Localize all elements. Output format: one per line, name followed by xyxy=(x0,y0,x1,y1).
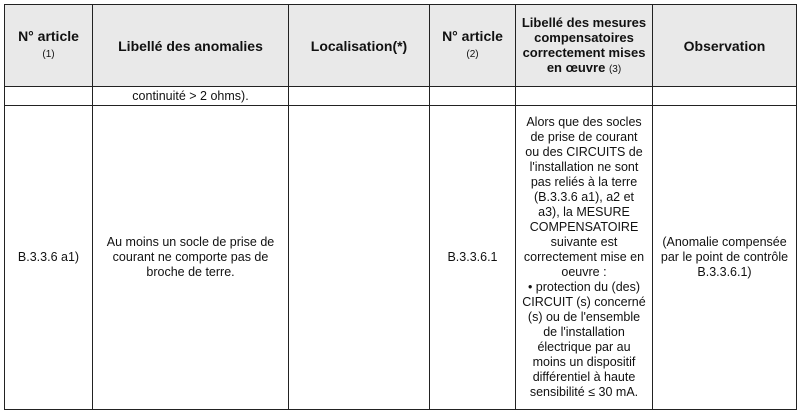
anomalies-table xyxy=(4,4,797,410)
table-row-continuation xyxy=(5,87,797,106)
cell-article-1: B.3.3.6 a1) xyxy=(5,106,93,410)
measure-line: de prise de courant xyxy=(530,130,638,144)
cell-measure xyxy=(516,106,653,410)
cell-anomaly: Au moins un socle de prise de courant ne comporte pas de broche de terre. xyxy=(93,106,289,410)
header-article-1-note: (1) xyxy=(42,49,55,60)
header-article-2-label: N° article xyxy=(442,28,503,44)
anomalies-table-container xyxy=(4,4,796,410)
measure-line: pas reliés à la terre xyxy=(530,175,638,189)
cell-localisation xyxy=(289,87,430,106)
table-row xyxy=(5,106,797,410)
measure-line: • protection du (des) xyxy=(527,280,641,294)
table-header-row xyxy=(5,5,797,87)
cell-localisation xyxy=(289,106,430,410)
header-article-1 xyxy=(5,5,93,87)
header-article-1-label: N° article xyxy=(18,28,79,44)
cell-article-2 xyxy=(430,87,516,106)
measure-line: électrique par au xyxy=(537,340,631,354)
cell-measure xyxy=(516,87,653,106)
header-localisation: Localisation(*) xyxy=(289,5,430,87)
measure-line: ou des CIRCUITS de xyxy=(525,145,643,159)
measure-line: (s) ou de l'ensemble xyxy=(527,310,641,324)
measure-line: correctement mise en xyxy=(523,250,645,264)
header-measures-line: correctement mises xyxy=(522,44,646,60)
measure-line: l'installation ne sont xyxy=(529,160,639,174)
header-observation: Observation xyxy=(653,5,797,87)
measure-line: sensibilité ≤ 30 mA. xyxy=(529,385,639,399)
measure-line: (B.3.3.6 a1), a2 et xyxy=(533,190,635,204)
measure-line: suivante est xyxy=(550,235,618,249)
header-article-2-note: (2) xyxy=(466,49,479,60)
cell-article-1 xyxy=(5,87,93,106)
header-measures-line: compensatoires xyxy=(534,29,634,45)
cell-observation xyxy=(653,87,797,106)
measure-line: CIRCUIT (s) concerné xyxy=(522,295,646,309)
measure-line: moins un dispositif xyxy=(532,355,636,369)
measure-line: de l'installation xyxy=(543,325,625,339)
measure-line: différentiel à haute xyxy=(532,370,636,384)
cell-observation: (Anomalie compensée par le point de contrôle B.3.3.6.1) xyxy=(653,106,797,410)
measure-line: COMPENSATOIRE xyxy=(529,220,639,234)
cell-article-2: B.3.3.6.1 xyxy=(430,106,516,410)
header-article-2 xyxy=(430,5,516,87)
header-measures xyxy=(516,5,653,87)
header-measures-last: en œuvre xyxy=(546,59,606,75)
header-anomalies: Libellé des anomalies xyxy=(93,5,289,87)
header-measures-note: (3) xyxy=(608,63,622,75)
measure-line: a3), la MESURE xyxy=(538,205,630,219)
measure-line: oeuvre : xyxy=(561,265,607,279)
header-measures-line-last xyxy=(516,60,652,77)
cell-anomaly: continuité > 2 ohms). xyxy=(93,87,289,106)
header-measures-line: Libellé des mesures xyxy=(521,14,647,30)
measure-line: Alors que des socles xyxy=(526,115,642,129)
